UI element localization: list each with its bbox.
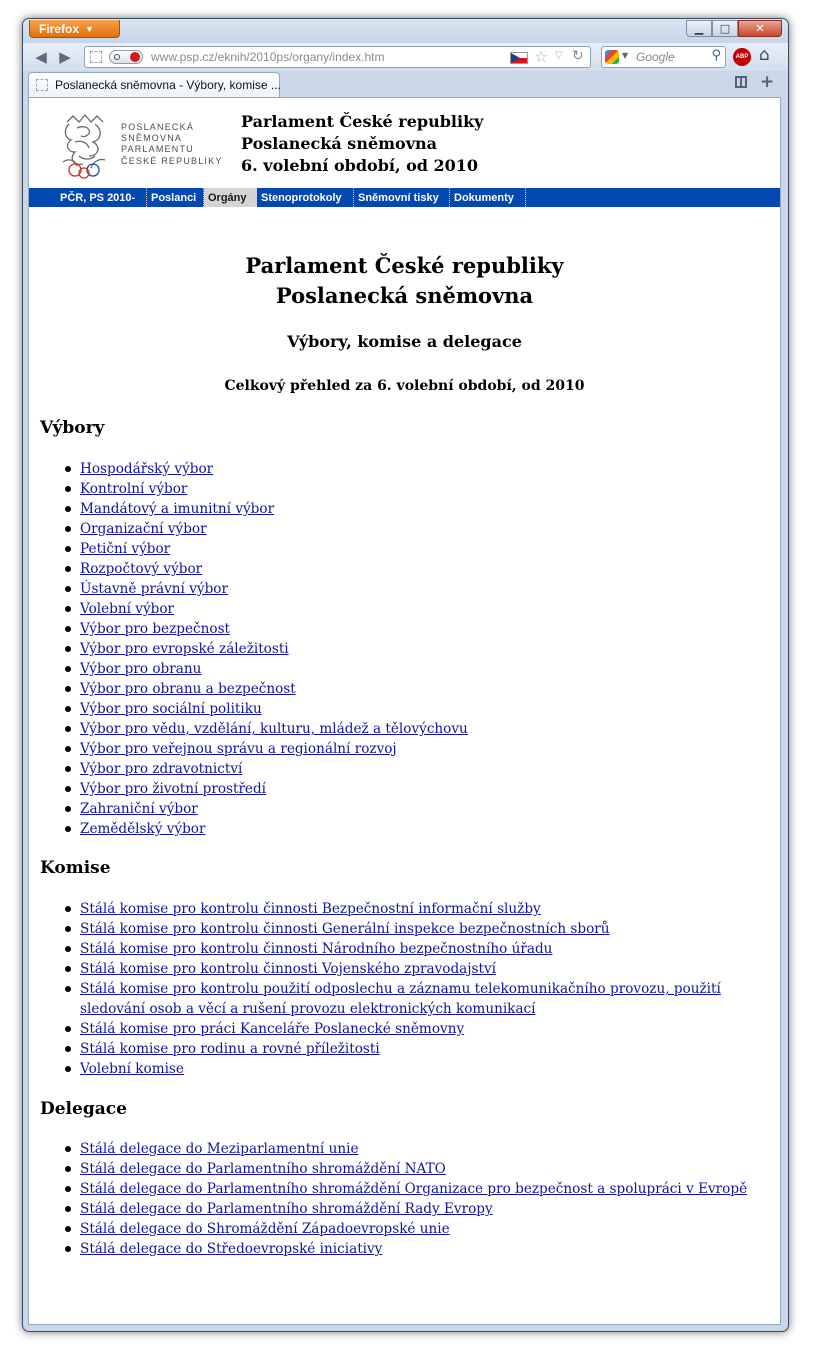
committee-list [61, 459, 761, 839]
menu-item-label: Dokumenty [454, 191, 514, 204]
list-item [61, 599, 761, 619]
logo-text-line: SNĚMOVNA [121, 133, 183, 144]
list-item-link[interactable]: Hospodářský výbor [80, 461, 214, 477]
list-item-link[interactable]: Stálá komise pro rodinu a rovné příležitosti [80, 1041, 380, 1057]
list-item-link[interactable]: Výbor pro obranu a bezpečnost [80, 681, 296, 697]
menu-item-label: Sněmovní tisky [358, 191, 439, 204]
commission-list [61, 899, 761, 1079]
forward-button[interactable] [55, 47, 75, 67]
delegation-list [61, 1139, 761, 1259]
list-item [61, 1199, 761, 1219]
page-title-line: Poslanecká sněmovna [275, 283, 534, 308]
list-item-link[interactable]: Stálá delegace do Středoevropské iniciativy [80, 1241, 383, 1257]
list-item [61, 1159, 761, 1179]
logo-text-line: PARLAMENTU [121, 144, 194, 155]
menu-item-dokumenty[interactable] [450, 188, 526, 207]
list-item [61, 959, 761, 979]
list-item-link[interactable]: Výbor pro vědu, vzdělání, kulturu, mládež a tělovýchovu [80, 721, 468, 737]
title-bar [23, 19, 788, 43]
list-item-link[interactable]: Mandátový a imunitní výbor [80, 501, 275, 517]
list-item [61, 759, 761, 779]
menu-item-label: Stenoprotokoly [261, 191, 342, 204]
page-content [28, 97, 781, 1325]
window-controls [686, 20, 782, 37]
list-item [61, 579, 761, 599]
firefox-menu-label: Firefox [39, 21, 80, 36]
back-button[interactable] [31, 47, 51, 67]
search-placeholder: Google [636, 50, 675, 64]
czech-flag-icon [510, 52, 528, 64]
menu-item-label: PČR, PS 2010- [60, 191, 136, 204]
menu-item-snemovni-tisky[interactable] [354, 188, 450, 207]
list-item-link[interactable]: Stálá delegace do Parlamentního shromáždění Rady Evropy [80, 1201, 493, 1217]
url-history-dropdown-icon[interactable]: ▽ [555, 50, 563, 61]
header-titles [241, 111, 483, 177]
list-item [61, 719, 761, 739]
menu-item-label: Poslanci [151, 191, 197, 204]
list-item [61, 499, 761, 519]
reload-icon[interactable]: ↻ [572, 48, 584, 64]
list-item-link[interactable]: Výbor pro veřejnou správu a regionální rozvoj [80, 741, 397, 757]
list-item-link[interactable]: Stálá delegace do Parlamentního shromáždění Organizace pro bezpečnost a spolupráci v Evropě [80, 1181, 748, 1197]
list-item-link[interactable]: Stálá komise pro kontrolu činnosti Generální inspekce bezpečnostních sborů [80, 921, 610, 937]
adblock-plus-label: ABP [735, 54, 749, 60]
list-item [61, 1179, 761, 1199]
menu-item-pcr-ps[interactable] [56, 188, 147, 207]
section-heading-vybory: Výbory [40, 418, 105, 438]
list-item-link[interactable]: Volební komise [80, 1061, 184, 1077]
home-icon[interactable]: ⌂ [759, 45, 770, 65]
list-item [61, 539, 761, 559]
list-item-link[interactable]: Ústavně právní výbor [80, 581, 228, 597]
chevron-down-icon: ▼ [85, 23, 94, 34]
list-item-link[interactable]: Stálá komise pro kontrolu činnosti Národního bezpečnostního úřadu [80, 941, 553, 957]
close-window-button[interactable]: ✕ [738, 20, 782, 37]
list-item-link[interactable]: Petiční výbor [80, 541, 171, 557]
forward-arrow-icon: ▶ [59, 48, 71, 66]
list-item [61, 819, 761, 839]
logo-wordmark [121, 122, 223, 167]
header-title-line: Parlament České republiky [241, 112, 484, 131]
logo-text-line: POSLANECKÁ [121, 122, 195, 132]
list-item [61, 1039, 761, 1059]
list-item [61, 679, 761, 699]
search-icon[interactable]: ⚲ [711, 48, 721, 63]
list-item [61, 939, 761, 959]
site-header [29, 98, 780, 188]
list-item [61, 639, 761, 659]
list-item-link[interactable]: Výbor pro sociální politiku [80, 701, 262, 717]
header-title-line: 6. volební období, od 2010 [241, 156, 479, 175]
list-item-link[interactable]: Organizační výbor [80, 521, 207, 537]
list-item [61, 979, 761, 1019]
page-title-line: Parlament České republiky [245, 253, 564, 278]
list-item-link[interactable]: Stálá komise pro práci Kanceláře Poslanecké sněmovny [80, 1021, 465, 1037]
adblock-plus-icon[interactable] [733, 48, 751, 66]
google-engine-icon[interactable] [605, 50, 619, 64]
list-item [61, 559, 761, 579]
menu-item-stenoprotokoly[interactable] [257, 188, 354, 207]
list-item-link[interactable]: Zahraniční výbor [80, 801, 198, 817]
tab-bar [23, 71, 788, 97]
page-subtitle: Výbory, komise a delegace [287, 332, 522, 351]
list-item-link[interactable]: Výbor pro obranu [80, 661, 202, 677]
bookmark-star-icon[interactable]: ☆ [534, 47, 549, 66]
list-item [61, 779, 761, 799]
list-item-link[interactable]: Stálá komise pro kontrolu činnosti Vojenského zpravodajství [80, 961, 496, 977]
minimize-button[interactable]: ▁ [686, 20, 712, 37]
header-title-line: Poslanecká sněmovna [241, 134, 438, 153]
logo-text-line: ČESKÉ REPUBLIKY [121, 155, 223, 166]
list-item [61, 1019, 761, 1039]
list-item-link[interactable]: Výbor pro bezpečnost [80, 621, 231, 637]
list-item [61, 919, 761, 939]
list-item-link[interactable]: Výbor pro evropské záležitosti [80, 641, 289, 657]
list-item [61, 699, 761, 719]
page-favicon-icon [36, 79, 48, 91]
list-item-link[interactable]: Volební výbor [80, 601, 175, 617]
browser-window [22, 18, 789, 1332]
list-item-link[interactable]: Stálá komise pro kontrolu použití odposlechu a záznamu telekomunikačního provozu, použití sledování osob a věcí a rušení provozu elektronických komunikací [80, 981, 721, 1017]
menu-item-organy[interactable] [204, 188, 257, 207]
page-title [29, 251, 780, 311]
list-item [61, 799, 761, 819]
engine-dropdown-icon[interactable]: ▼ [622, 51, 629, 60]
section-heading-delegace: Delegace [40, 1099, 127, 1119]
navigation-toolbar [23, 43, 788, 71]
period-overview-heading: Celkový přehled za 6. volební období, od 2010 [224, 378, 585, 394]
list-item-link[interactable]: Kontrolní výbor [80, 481, 188, 497]
list-item-link[interactable]: Stálá komise pro kontrolu činnosti Bezpečnostní informační služby [80, 901, 541, 917]
list-item [61, 1239, 761, 1259]
list-item [61, 659, 761, 679]
back-arrow-icon: ◀ [35, 48, 47, 66]
tab-groups-icon[interactable] [735, 76, 747, 88]
tab-active[interactable] [28, 72, 280, 97]
list-item [61, 1139, 761, 1159]
list-item-link[interactable]: Stálá delegace do Parlamentního shromáždění NATO [80, 1161, 446, 1177]
list-item-link[interactable]: Výbor pro zdravotnictví [80, 761, 243, 777]
address-bar[interactable] [84, 46, 591, 68]
list-item-link[interactable]: Rozpočtový výbor [80, 561, 203, 577]
section-heading-komise: Komise [40, 858, 111, 878]
adblock-toggle-icon[interactable] [109, 50, 143, 64]
menu-item-poslanci[interactable] [147, 188, 204, 207]
site-identity-icon[interactable] [90, 51, 102, 63]
firefox-menu-button[interactable] [29, 20, 120, 38]
lion-coat-of-arms-icon[interactable] [55, 112, 113, 180]
list-item-link[interactable]: Stálá delegace do Shromáždění Západoevropské unie [80, 1221, 450, 1237]
tab-title: Poslanecká sněmovna - Výbory, komise ... [55, 78, 281, 92]
list-item [61, 619, 761, 639]
list-item [61, 459, 761, 479]
list-item-link[interactable]: Výbor pro životní prostředí [80, 781, 267, 797]
new-tab-plus-icon[interactable]: + [760, 72, 775, 92]
search-box[interactable] [601, 46, 726, 68]
list-item [61, 739, 761, 759]
list-item [61, 1219, 761, 1239]
list-item-link[interactable]: Zemědělský výbor [80, 821, 206, 837]
list-item [61, 479, 761, 499]
list-item [61, 1059, 761, 1079]
menu-item-label: Orgány [208, 191, 247, 204]
list-item-link[interactable]: Stálá delegace do Meziparlamentní unie [80, 1141, 359, 1157]
list-item [61, 899, 761, 919]
list-item [61, 519, 761, 539]
site-menu-bar [29, 188, 780, 207]
url-text: www.psp.cz/eknih/2010ps/organy/index.htm [151, 50, 385, 64]
maximize-button[interactable]: □ [712, 20, 738, 37]
